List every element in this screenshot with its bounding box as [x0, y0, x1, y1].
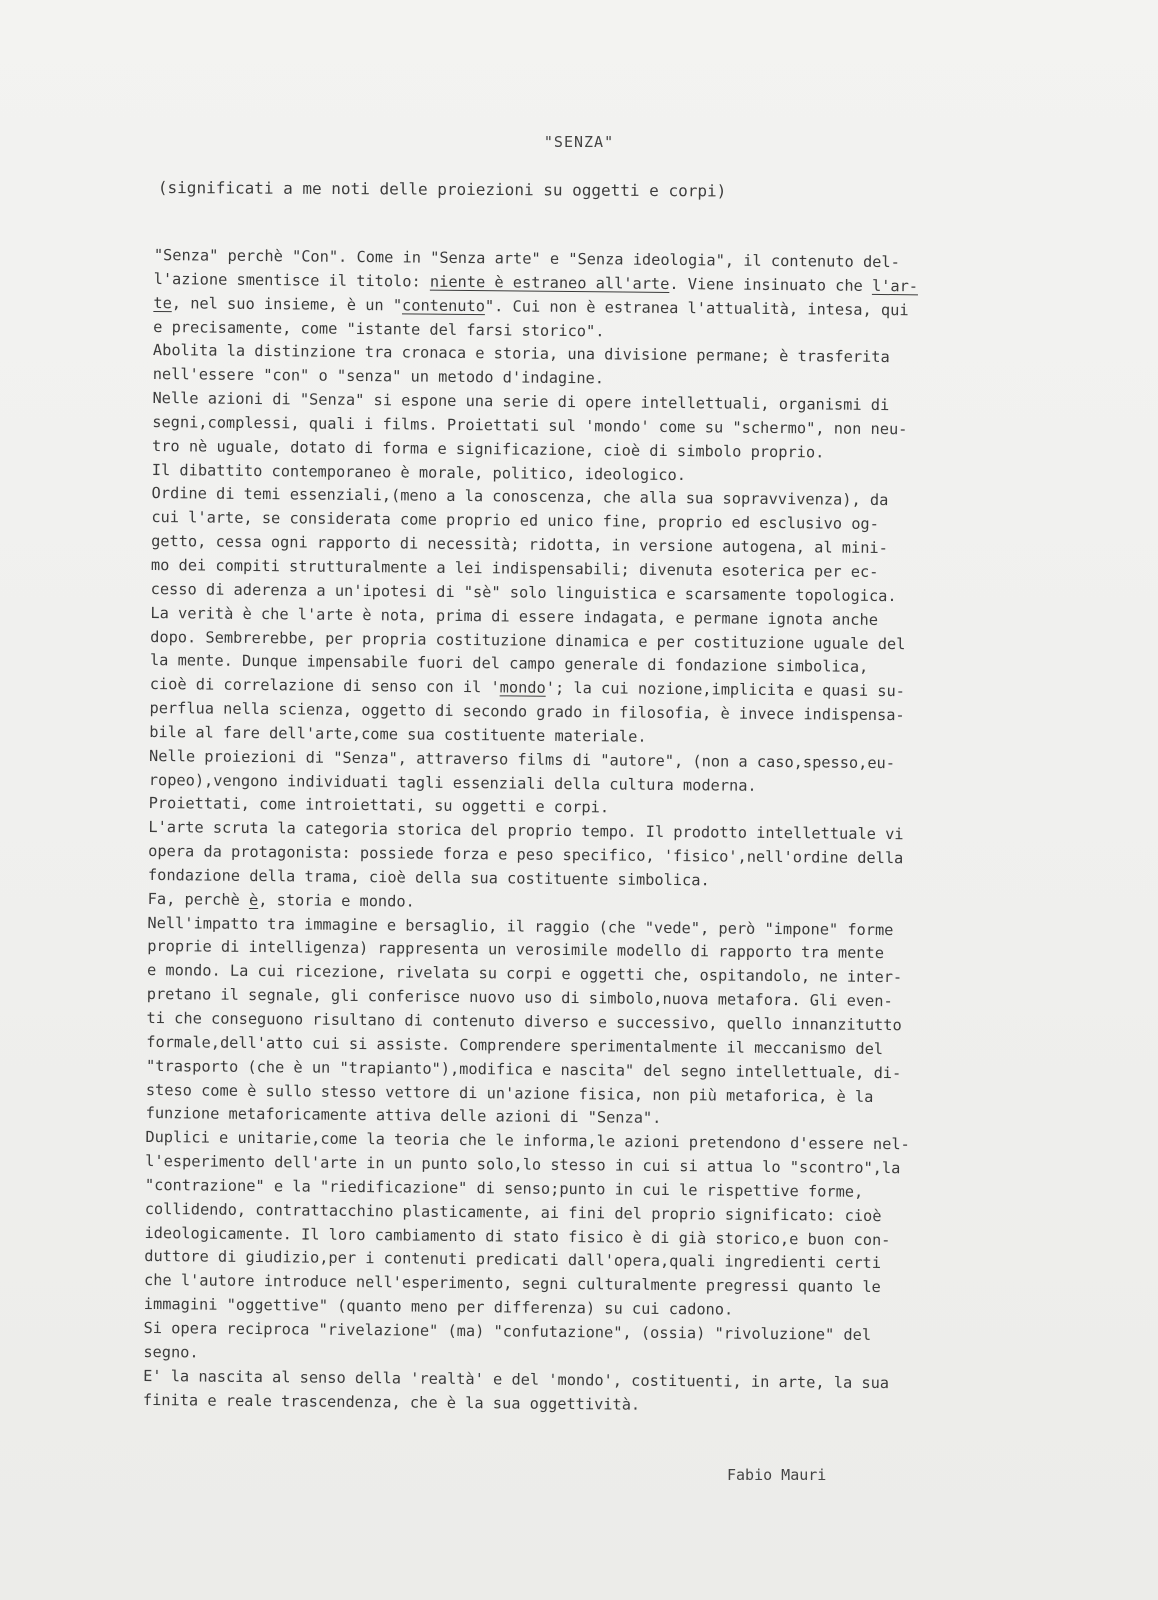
body-text: ti che conseguono risultano di contenuto diverso e successivo, quello innanzitutto: [146, 1008, 902, 1035]
body-text: tro nè uguale, dotato di forma e significazione, cioè di simbolo proprio.: [151, 436, 825, 462]
body-text: "contrazione" e la "riedificazione" di senso;punto in cui le rispettive forme,: [144, 1175, 864, 1201]
underlined-text: te: [153, 293, 172, 312]
body-text: perflua nella scienza, oggetto di secondo grado in filosofia, è invece indispensa-: [149, 699, 905, 725]
document-title: "SENZA": [543, 133, 615, 151]
body-text: ". Cui non è estranea l'attualità, intesa, qui: [484, 296, 909, 319]
body-text: segni,complessi, quali i films. Proiettati sul 'mondo' come su "schermo", non neu-: [152, 412, 908, 439]
body-text: La verità è che l'arte è nota, prima di essere indagata, e permane ignota anche: [150, 603, 879, 629]
body-text: L'arte scruta la categoria storica del proprio tempo. Il prodotto intellettuale vi: [148, 818, 904, 844]
body-text: , storia e mondo.: [258, 890, 415, 911]
underlined-text: è: [248, 890, 259, 909]
body-text: '; la cui nozione,implicita e quasi su-: [545, 678, 906, 701]
body-text: Nelle proiezioni di "Senza", attraverso films di "autore", (non a caso,spesso,eu-: [149, 746, 896, 772]
body-text: e mondo. La cui ricezione, rivelata su corpi e oggetti che, ospitandolo, ne inter-: [146, 961, 903, 987]
body-text: steso come è sullo stesso vettore di un'azione fisica, non più metaforica, è la: [145, 1080, 874, 1106]
underlined-text: l'ar-: [871, 276, 919, 296]
body-text: dopo. Sembrerebbe, per propria costituzione dinamica e per costituzione uguale del: [150, 627, 906, 653]
body-text: Ordine di temi essenziali,(meno a la conoscenza, che alla sua sopravvivenza), da: [151, 484, 889, 510]
body-text: ideologicamente. Il loro cambiamento di stato fisico è di già storico,e buon con-: [144, 1223, 891, 1249]
body-text: ropeo),vengono individuati tagli essenziali della cultura moderna.: [148, 770, 757, 795]
author-signature: Fabio Mauri: [727, 1466, 827, 1484]
body-text: cesso di aderenza a un'ipotesi di "sè" solo linguistica e scarsamente topologica.: [150, 579, 897, 605]
underlined-text: mondo: [499, 678, 546, 697]
body-text: pretano il segnale, gli conferisce nuovo uso di simbolo,nuova metafora. Gli even-: [146, 985, 893, 1011]
body-text: segno.: [143, 1342, 199, 1362]
body-text: l'azione smentisce il titolo:: [153, 269, 431, 291]
body-text: "trasporto (che è un "trapianto"),modifica e nascita" del segno intellettuale, di-: [146, 1056, 902, 1082]
body-text: proprie di intelligenza) rappresenta un verosimile modello di rapporto tra mente: [147, 937, 885, 963]
body-text: opera da protagonista: possiede forza e peso specifico, 'fisico',nell'ordine della: [148, 842, 904, 868]
body-text: Nelle azioni di "Senza" si espone una serie di opere intellettuali, organismi di: [152, 389, 890, 415]
body-text: nell'essere "con" o "senza" un metodo d'indagine.: [152, 365, 605, 388]
body-text: mo dei compiti strutturalmente a lei indispensabili; divenuta esoterica per ec-: [150, 555, 879, 581]
underlined-text: niente è estraneo all'arte: [429, 272, 670, 293]
document-subtitle: (significati a me noti delle proiezioni su oggetti e corpi): [157, 178, 727, 201]
body-text: Proiettati, come introiettati, su oggetti e corpi.: [148, 794, 610, 817]
body-text: funzione metaforicamente attiva delle azioni di "Senza".: [145, 1104, 662, 1128]
body-text: collidendo, contrattacchino plasticamente, ai fini del proprio significato: cioè: [144, 1199, 882, 1225]
body-text: . Viene insinuato che: [669, 274, 873, 295]
body-text: E' la nascita al senso della 'realtà' e del 'mondo', costituenti, in arte, la sua: [143, 1366, 890, 1392]
body-text: Il dibattito contemporaneo è morale, politico, ideologico.: [151, 460, 687, 484]
body-text: Fa, perchè: [147, 889, 250, 909]
body-text: formale,dell'atto cui si assiste. Comprendere sperimentalmente il meccanismo del: [146, 1032, 884, 1058]
body-text: bile al fare dell'arte,come sua costituente materiale.: [149, 722, 647, 746]
body-text: finita e reale trascendenza, che è la sua oggettività.: [142, 1390, 641, 1414]
body-text: la mente. Dunque impensabile fuori del campo generale di fondazione simbolica,: [149, 651, 869, 677]
body-text: immagini "oggettive" (quanto meno per differenza) su cui cadono.: [143, 1295, 734, 1319]
body-text: Duplici e unitarie,come la teoria che le informa,le azioni pretendono d'essere nel-: [145, 1128, 910, 1154]
document-body: [143, 244, 1024, 1421]
body-text: cioè di correlazione di senso con il ': [149, 675, 500, 697]
body-text: e precisamente, come "istante del farsi storico".: [153, 317, 605, 340]
body-text: l'esperimento dell'arte in un punto solo,lo stesso in cui si attua lo "scontro",la: [145, 1152, 901, 1178]
body-text: "Senza" perchè "Con". Come in "Senza arte" e "Senza ideologia", il contenuto del-: [153, 245, 900, 272]
body-text: cui l'arte, se considerata come proprio ed unico fine, proprio ed esclusivo og-: [151, 508, 879, 534]
body-text: getto, cessa ogni rapporto di necessità; ridotta, in versione autogena, al mini-: [151, 532, 888, 558]
body-text: fondazione della trama, cioè della sua costituente simbolica.: [147, 865, 710, 890]
underlined-text: contenuto: [402, 296, 486, 315]
body-text: , nel suo insieme, è un ": [171, 293, 403, 315]
body-text: Nell'impatto tra immagine e bersaglio, il raggio (che "vede", però "impone" forme: [147, 913, 894, 939]
body-text: duttore di giudizio,per i contenuti predicati dall'opera,quali ingredienti certi: [144, 1247, 882, 1273]
body-text: Si opera reciproca "rivelazione" (ma) "confutazione", (ossia) "rivoluzione" del: [143, 1318, 872, 1344]
body-text: che l'autore introduce nell'esperimento, segni culturalmente pregressi quanto le: [143, 1271, 881, 1297]
body-text: Abolita la distinzione tra cronaca e storia, una divisione permane; è trasferita: [152, 341, 890, 367]
